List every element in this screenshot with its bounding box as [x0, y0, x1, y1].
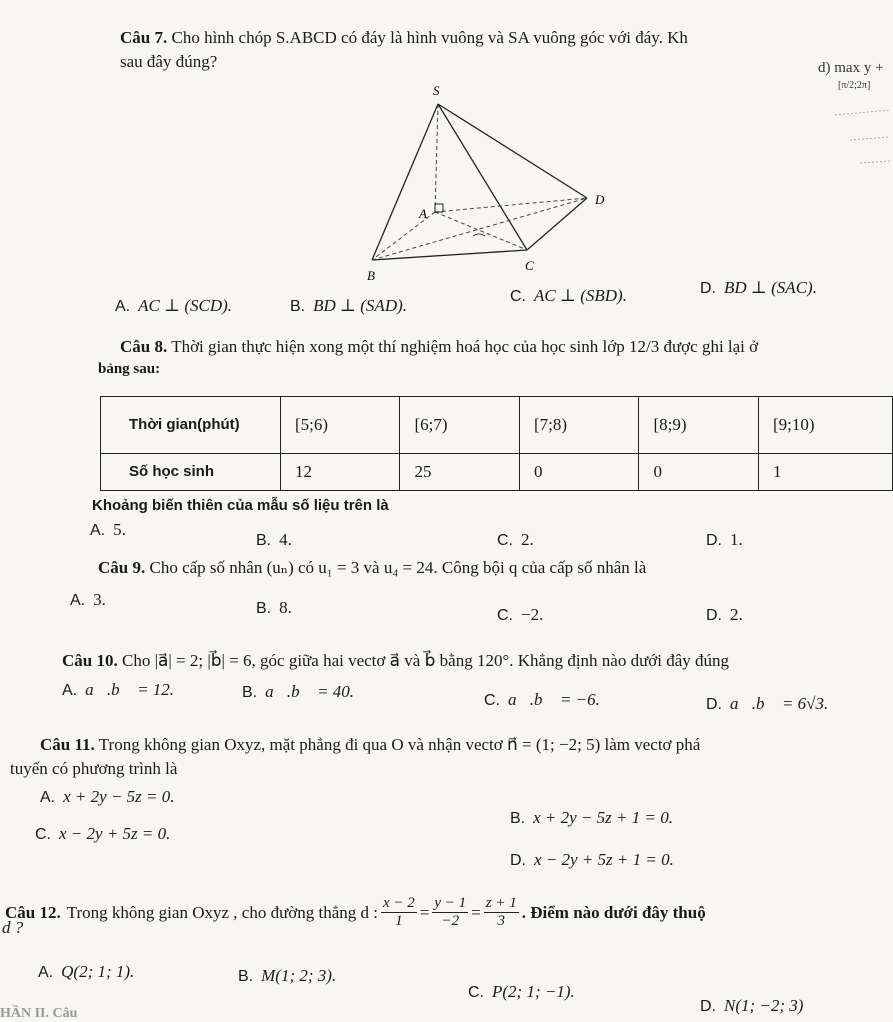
diag-ac [435, 212, 527, 250]
q12-stem: Câu 12. Trong không gian Oxyz , cho đường thẳng d : $\frac{x - 2}{1}$ = $\frac{y - 1}{-2}$ = $\frac{z + 1}{3}$ . Điểm nào dưới đây thuộ [5, 895, 706, 929]
pyramid-figure [355, 78, 615, 288]
table-cell: [6;7) [400, 397, 519, 454]
q8-option-d[interactable]: D. 1. [706, 530, 743, 549]
q9-stem [98, 558, 646, 578]
q11-text: Trong không gian Oxyz, mặt phẳng đi qua O và nhận vectơ n⃗ = (1; −2; 5) làm vectơ phá [98, 735, 701, 754]
q7-option-b[interactable]: B. BD ⊥ (SAD). [290, 296, 408, 315]
fraction-x: $\frac{x - 2}{1}$ [383, 895, 415, 929]
table-header-students: Số học sinh [101, 454, 281, 491]
table-cell: [8;9) [639, 397, 758, 454]
q10-label: Câu 10. [62, 651, 118, 670]
label-d: D [595, 192, 605, 207]
table-cell: 12 [281, 454, 400, 491]
q9-option-c[interactable]: C. −2. [497, 605, 544, 624]
q7-option-c[interactable]: C. AC ⊥ (SBD). [510, 286, 627, 305]
q11-option-c[interactable]: C. x − 2y + 5z = 0. [35, 824, 171, 843]
q9-option-d[interactable]: D. 2. [706, 605, 743, 624]
edge-cd [527, 198, 587, 250]
q11-stem [40, 735, 700, 755]
right-angle-mark [435, 204, 443, 212]
footer-cut-text: HẦN II. Câu [0, 1006, 78, 1021]
label-s: S [433, 83, 440, 98]
q8-option-c[interactable]: C. 2. [497, 530, 534, 549]
edge-sa [435, 104, 438, 212]
angle-arc [473, 234, 485, 236]
q12-text-b: . Điểm nào dưới đây thuộ [521, 902, 706, 922]
q10-text: Cho |a⃗| = 2; |b⃗| = 6, góc giữa hai vectơ a⃗ và b⃗ bằng 120°. Khẳng định nào dưới đây đúng [121, 651, 730, 670]
table-cell: [9;10) [758, 397, 892, 454]
q10-option-b[interactable]: B. a⃗.b⃗ = 40. [242, 682, 355, 701]
table-cell: 1 [758, 454, 892, 491]
q11-stem-line2: tuyến có phương trình là [10, 759, 178, 778]
q10-stem [62, 651, 729, 671]
q7-text: Cho hình chóp S.ABCD có đáy là hình vuông và SA vuông góc với đáy. Kh [171, 28, 688, 47]
q7-stem-line2: sau đây đúng? [120, 52, 218, 71]
q12-text-a: Trong không gian Oxyz , cho đường thẳng d : [66, 902, 379, 922]
q12-label: Câu 12. [5, 902, 61, 922]
side-note-label: d) [818, 60, 831, 76]
table-cell: 0 [519, 454, 638, 491]
label-c: C [525, 258, 534, 273]
side-note [818, 60, 884, 77]
q11-option-a[interactable]: A. x + 2y − 5z = 0. [40, 787, 175, 806]
fraction-y: $\frac{y - 1}{-2}$ [434, 895, 467, 929]
q8-stem [120, 337, 758, 357]
q7-option-d[interactable]: D. BD ⊥ (SAC). [700, 278, 817, 297]
q8-text: Thời gian thực hiện xong một thí nghiệm hoá học của học sinh lớp 12/3 được ghi lại ở [171, 337, 759, 356]
q8-stem-line2: bảng sau: [98, 361, 161, 377]
table-header-time: Thời gian(phút) [101, 397, 281, 454]
q11-label: Câu 11. [40, 735, 95, 754]
q12-option-d[interactable]: D. N(1; −2; 3) [700, 996, 804, 1015]
edge-sb [372, 104, 438, 260]
edge-sd [438, 104, 587, 198]
fraction-z: $\frac{z + 1}{3}$ [485, 895, 517, 929]
q12-option-a[interactable]: A. Q(2; 1; 1). [38, 962, 135, 981]
q8-label: Câu 8. [120, 337, 168, 356]
q9-text: Cho cấp số nhân (uₙ) có u₁ = 3 và u₄ = 24. Công bội q của cấp số nhân là [149, 558, 647, 577]
q7-option-a[interactable]: A. AC ⊥ (SCD). [115, 296, 233, 315]
q12-option-b[interactable]: B. M(1; 2; 3). [238, 966, 337, 985]
label-a: A [419, 206, 427, 221]
q12-option-c[interactable]: C. P(2; 1; −1). [468, 982, 575, 1001]
q8-option-b[interactable]: B. 4. [256, 530, 292, 549]
q8-option-a[interactable]: A. 5. [90, 520, 126, 539]
side-note-sub: [π/2;2π] [838, 80, 871, 91]
q12-stem-line2: d ? [2, 918, 24, 937]
q9-label: Câu 9. [98, 558, 146, 577]
table-row [101, 397, 893, 454]
q7-label: Câu 7. [120, 28, 168, 47]
label-b: B [367, 268, 375, 283]
q10-option-c[interactable]: C. a⃗.b⃗ = −6. [484, 690, 600, 709]
q11-option-b[interactable]: B. x + 2y − 5z + 1 = 0. [510, 808, 673, 827]
table-cell: 0 [639, 454, 758, 491]
q7-stem [120, 28, 688, 48]
q10-option-a[interactable]: A. a⃗.b⃗ = 12. [62, 680, 175, 699]
q11-option-d[interactable]: D. x − 2y + 5z + 1 = 0. [510, 850, 674, 869]
q9-option-a[interactable]: A. 3. [70, 590, 106, 609]
table-cell: [7;8) [519, 397, 638, 454]
q9-option-b[interactable]: B. 8. [256, 598, 292, 617]
diag-bd [372, 198, 587, 260]
table-cell: 25 [400, 454, 519, 491]
frequency-table [100, 396, 893, 491]
table-cell: [5;6) [281, 397, 400, 454]
side-note-lines [830, 95, 893, 175]
q10-option-d[interactable]: D. a⃗.b⃗ = 6√3. [706, 694, 829, 713]
side-note-text: max y + [834, 60, 884, 76]
q8-question: Khoảng biến thiên của mẫu số liệu trên là [92, 497, 389, 514]
table-row [101, 454, 893, 491]
edge-bc [372, 250, 527, 260]
